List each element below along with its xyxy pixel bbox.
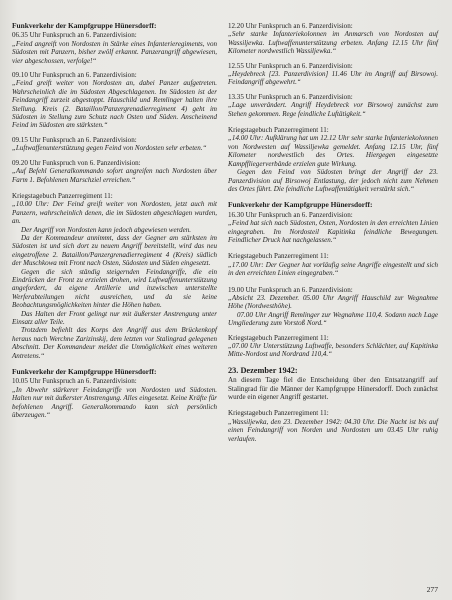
entry-body bbox=[12, 200, 217, 360]
war-diary-entry bbox=[228, 126, 438, 193]
war-diary-entry bbox=[228, 252, 438, 277]
entry-heading: 09.15 Uhr Funkspruch an 6. Panzerdivision: bbox=[12, 135, 137, 144]
entry-body: „Heydebreck [23. Panzerdivision] 11.46 Uhr im Angriff auf Birsowoj. Feindangriff abgewehrt.“ bbox=[228, 70, 438, 87]
entry-heading: 09.10 Uhr Funkspruch an 6. Panzerdivision: bbox=[12, 71, 137, 80]
paragraph: Das Halten der Front gelingt nur mit äußerster Anstrengung unter Einsatz aller Teile. bbox=[12, 309, 217, 326]
entry-body: „Feind angreift von Nordosten in Stärke eines Infanterieregiments, von Südosten mit Panzern, bisher zwölf erkannt. Panzerangriff abgewiesen, vier abgeschossen, verfolge!“ bbox=[12, 39, 217, 65]
paragraph: „14.00 Uhr: Aufklärung hat um 12.12 Uhr sehr starke Infanteriekolonnen von Nordwesten auf Wassiljewka gemeldet. Anfang 12.15 Uhr, fünf Kilometer nordwestlich des Ortes. Hiergegen eingesetzte Kampffliegerverbände erzielen gute Wirkung. bbox=[228, 134, 438, 168]
right-column bbox=[228, 22, 438, 451]
radio-entry bbox=[228, 62, 438, 87]
paragraph: 07.00 Uhr Angriff Remlinger zur Wegnahme 110,4. Sodann nach Lage Umgliederung zum Vorstoß Nord.“ bbox=[228, 310, 438, 328]
paragraph: Gegen den Feind von Südosten bringt der Angriff der 23. Panzerdivision auf Birsowoj Entlastung, der jedoch nicht zum Nehmen des Ortes führt. Die feindliche Luftwaffentätigkeit verstärkt sich.“ bbox=[228, 168, 438, 193]
paragraph: Der Angriff von Nordosten kann jedoch abgewiesen werden. bbox=[21, 225, 192, 234]
narrative-text: An diesem Tage fiel die Entscheidung über den Entsatzangriff auf Stalingrad für die Männer der Kampfgruppe Hünersdorff. Doch zunächst wurde ein eigener Angriff gestartet. bbox=[228, 376, 438, 402]
entry-heading: 13.35 Uhr Funkspruch an 6. Panzerdivision: bbox=[228, 92, 353, 101]
page-number: 277 bbox=[426, 585, 438, 594]
entry-heading: Kriegstagebuch Panzerregiment 11: bbox=[228, 252, 329, 261]
entry-body: „In Abwehr stärkerer Feindangriffe von Nordosten und Südosten. Halten nur mit äußerster Anstrengung. Alles eingesetzt. Keine Kräfte für befohlenen Angriff. Generalkommando kann sich persönlich überzeugen.“ bbox=[12, 385, 217, 420]
entry-body: „Auf Befehl Generalkommando sofort angreifen nach Nordosten über Farm 1. Befohlenen Marschziel erreichen.“ bbox=[12, 167, 217, 184]
radio-entry bbox=[12, 71, 217, 130]
radio-entry bbox=[228, 211, 438, 245]
paragraph: Gegen die sich ständig steigernden Feindangriffe, die ein Eindrücken der Front zu erzielen drohen, wird Luftwaffenunterstützung angefordert, da eigene Artillerie und inzwischen unterstellte Werferabteilungen nicht ausreichen, und da sie keine Beobachtungsmöglichkeiten hinter die Höhen haben. bbox=[12, 267, 217, 310]
entry-body: „Lage unverändert. Angriff Heydebreck vor Birsowoj zunächst zum Stehen gekommen. Rege feindliche Luftätigkeit.“ bbox=[228, 101, 438, 118]
paragraph: Trotzdem befiehlt das Korps den Angriff aus dem Brückenkopf heraus nach Werchne Zarizinskij, dem letzten vor Stalingrad gelegenen Abschnitt. Der Kommandeur meldet die Unmöglichkeit eines weiteren Antretens.“ bbox=[12, 326, 217, 360]
war-diary-entry bbox=[12, 192, 217, 360]
war-diary-entry bbox=[228, 334, 438, 359]
entry-body: „Luftwaffenunterstützung gegen Feind von Nordosten sehr erbeten.“ bbox=[12, 144, 207, 153]
radio-entry bbox=[12, 136, 217, 153]
entry-body: „17.00 Uhr: Der Gegner hat vorläufig seine Angriffe eingestellt und sich in den erreichten Linien eingegraben.“ bbox=[228, 260, 438, 278]
paragraph: Da der Kommandeur annimmt, dass der Gegner am stärksten im Südosten ist und sich dort zu neuem Angriff bereitstellt, wird das neu eingetroffene 2. Bataillon/Panzergrenadierregiment 4 (Kreis) südlich der Muschkowa mit Front nach Osten, Südosten und Süden eingesetzt. bbox=[12, 233, 217, 268]
entry-heading: 10.05 Uhr Funkspruch an 6. Panzerdivision: bbox=[12, 377, 137, 386]
entry-body: „07.00 Uhr Unterstützung Luftwaffe, besonders Schlächter, auf Kapitinka Mitte-Nordost und Nordrand 110,4.“ bbox=[228, 342, 438, 359]
section-heading: Funkverkehr der Kampfgruppe Hünersdorff: bbox=[228, 200, 373, 210]
entry-heading: 12.20 Uhr Funkspruch an 6. Panzerdivision: bbox=[228, 22, 353, 30]
radio-entry bbox=[12, 31, 217, 65]
left-column bbox=[12, 22, 217, 427]
radio-entry bbox=[228, 22, 438, 56]
entry-body: „Sehr starke Infanteriekolonnen im Anmarsch von Nordosten auf Wassiljewka. Luftwaffenunterstützung erbeten. Anfang 12.15 Uhr fünf Kilometer nordwestlich Wassiljewka.“ bbox=[228, 30, 438, 56]
radio-entry bbox=[12, 377, 217, 419]
narrative-paragraph bbox=[228, 376, 438, 401]
entry-body: „Feind hat sich nach Südosten, Osten, Nordosten in den erreichten Linien eingegraben. Im Nordosteil Kapitinka feindliche Bewegungen. Feindlicher Druck hat nachgelassen.“ bbox=[228, 219, 438, 244]
radio-entry bbox=[12, 159, 217, 184]
entry-heading: Kriegstagebuch Panzerregiment 11: bbox=[228, 409, 329, 418]
entry-heading: 12.55 Uhr Funkspruch an 6. Panzerdivision: bbox=[228, 61, 353, 70]
entry-body bbox=[228, 134, 438, 193]
entry-heading: Kriegstagebuch Panzerregiment 11: bbox=[228, 333, 329, 342]
entry-heading: Kriegstagebuch Panzerregiment 11: bbox=[228, 126, 329, 135]
radio-entry bbox=[228, 93, 438, 118]
entry-body: „Feind greift weiter von Nordosten an, dabei Panzer aufgetreten. Wahrscheinlich die im Südosten Abgeschlagenen. Im Südosten ist der Feindangriff zurzeit abgestoppt. Hauschild und Remlinger halten ihre Stellung. Kreis (2. Bataillon/Panzergrenadierregiment 4) geht im Südosten in Stellung zum Schutz nach Osten und Süden. Anscheinend Feind im Südosten am stärksten.“ bbox=[12, 79, 217, 130]
entry-body: „Wassiljewka, den 23. Dezember 1942: 04.30 Uhr. Die Nacht ist bis auf einen Feindangriff von Norden und Nordosten um 03.45 Uhr ruhig verlaufen. bbox=[228, 417, 438, 443]
paragraph: „10.00 Uhr: Der Feind greift weiter von Nordosten, jetzt auch mit Panzern, wahrscheinlich denen, die im Südosten abgeschlagen wurden, an. bbox=[12, 200, 217, 226]
entry-body bbox=[228, 294, 438, 328]
section-heading: Funkverkehr der Kampfgruppe Hünersdorff: bbox=[12, 367, 157, 377]
radio-entry bbox=[228, 286, 438, 328]
section-heading: Funkverkehr der Kampfgruppe Hünersdorff: bbox=[12, 21, 157, 30]
date-heading: 23. Dezember 1942: bbox=[228, 365, 298, 375]
entry-heading: 09.20 Uhr Funkspruch von 6. Panzerdivision: bbox=[12, 158, 141, 167]
entry-heading: 06.35 Uhr Funkspruch an 6. Panzerdivision: bbox=[12, 31, 137, 40]
entry-heading: Kriegstagebuch Panzerregiment 11: bbox=[12, 191, 113, 200]
entry-heading: 19.00 Uhr Funkspruch an 6. Panzerdivision: bbox=[228, 285, 353, 294]
war-diary-entry bbox=[228, 409, 438, 443]
entry-heading: 16.30 Uhr Funkspruch an 6. Panzerdivision: bbox=[228, 210, 353, 219]
paragraph: „Absicht 23. Dezember. 05.00 Uhr Angriff Hauschild zur Wegnahme Höhe (Nordwesthöhe). bbox=[228, 293, 438, 311]
